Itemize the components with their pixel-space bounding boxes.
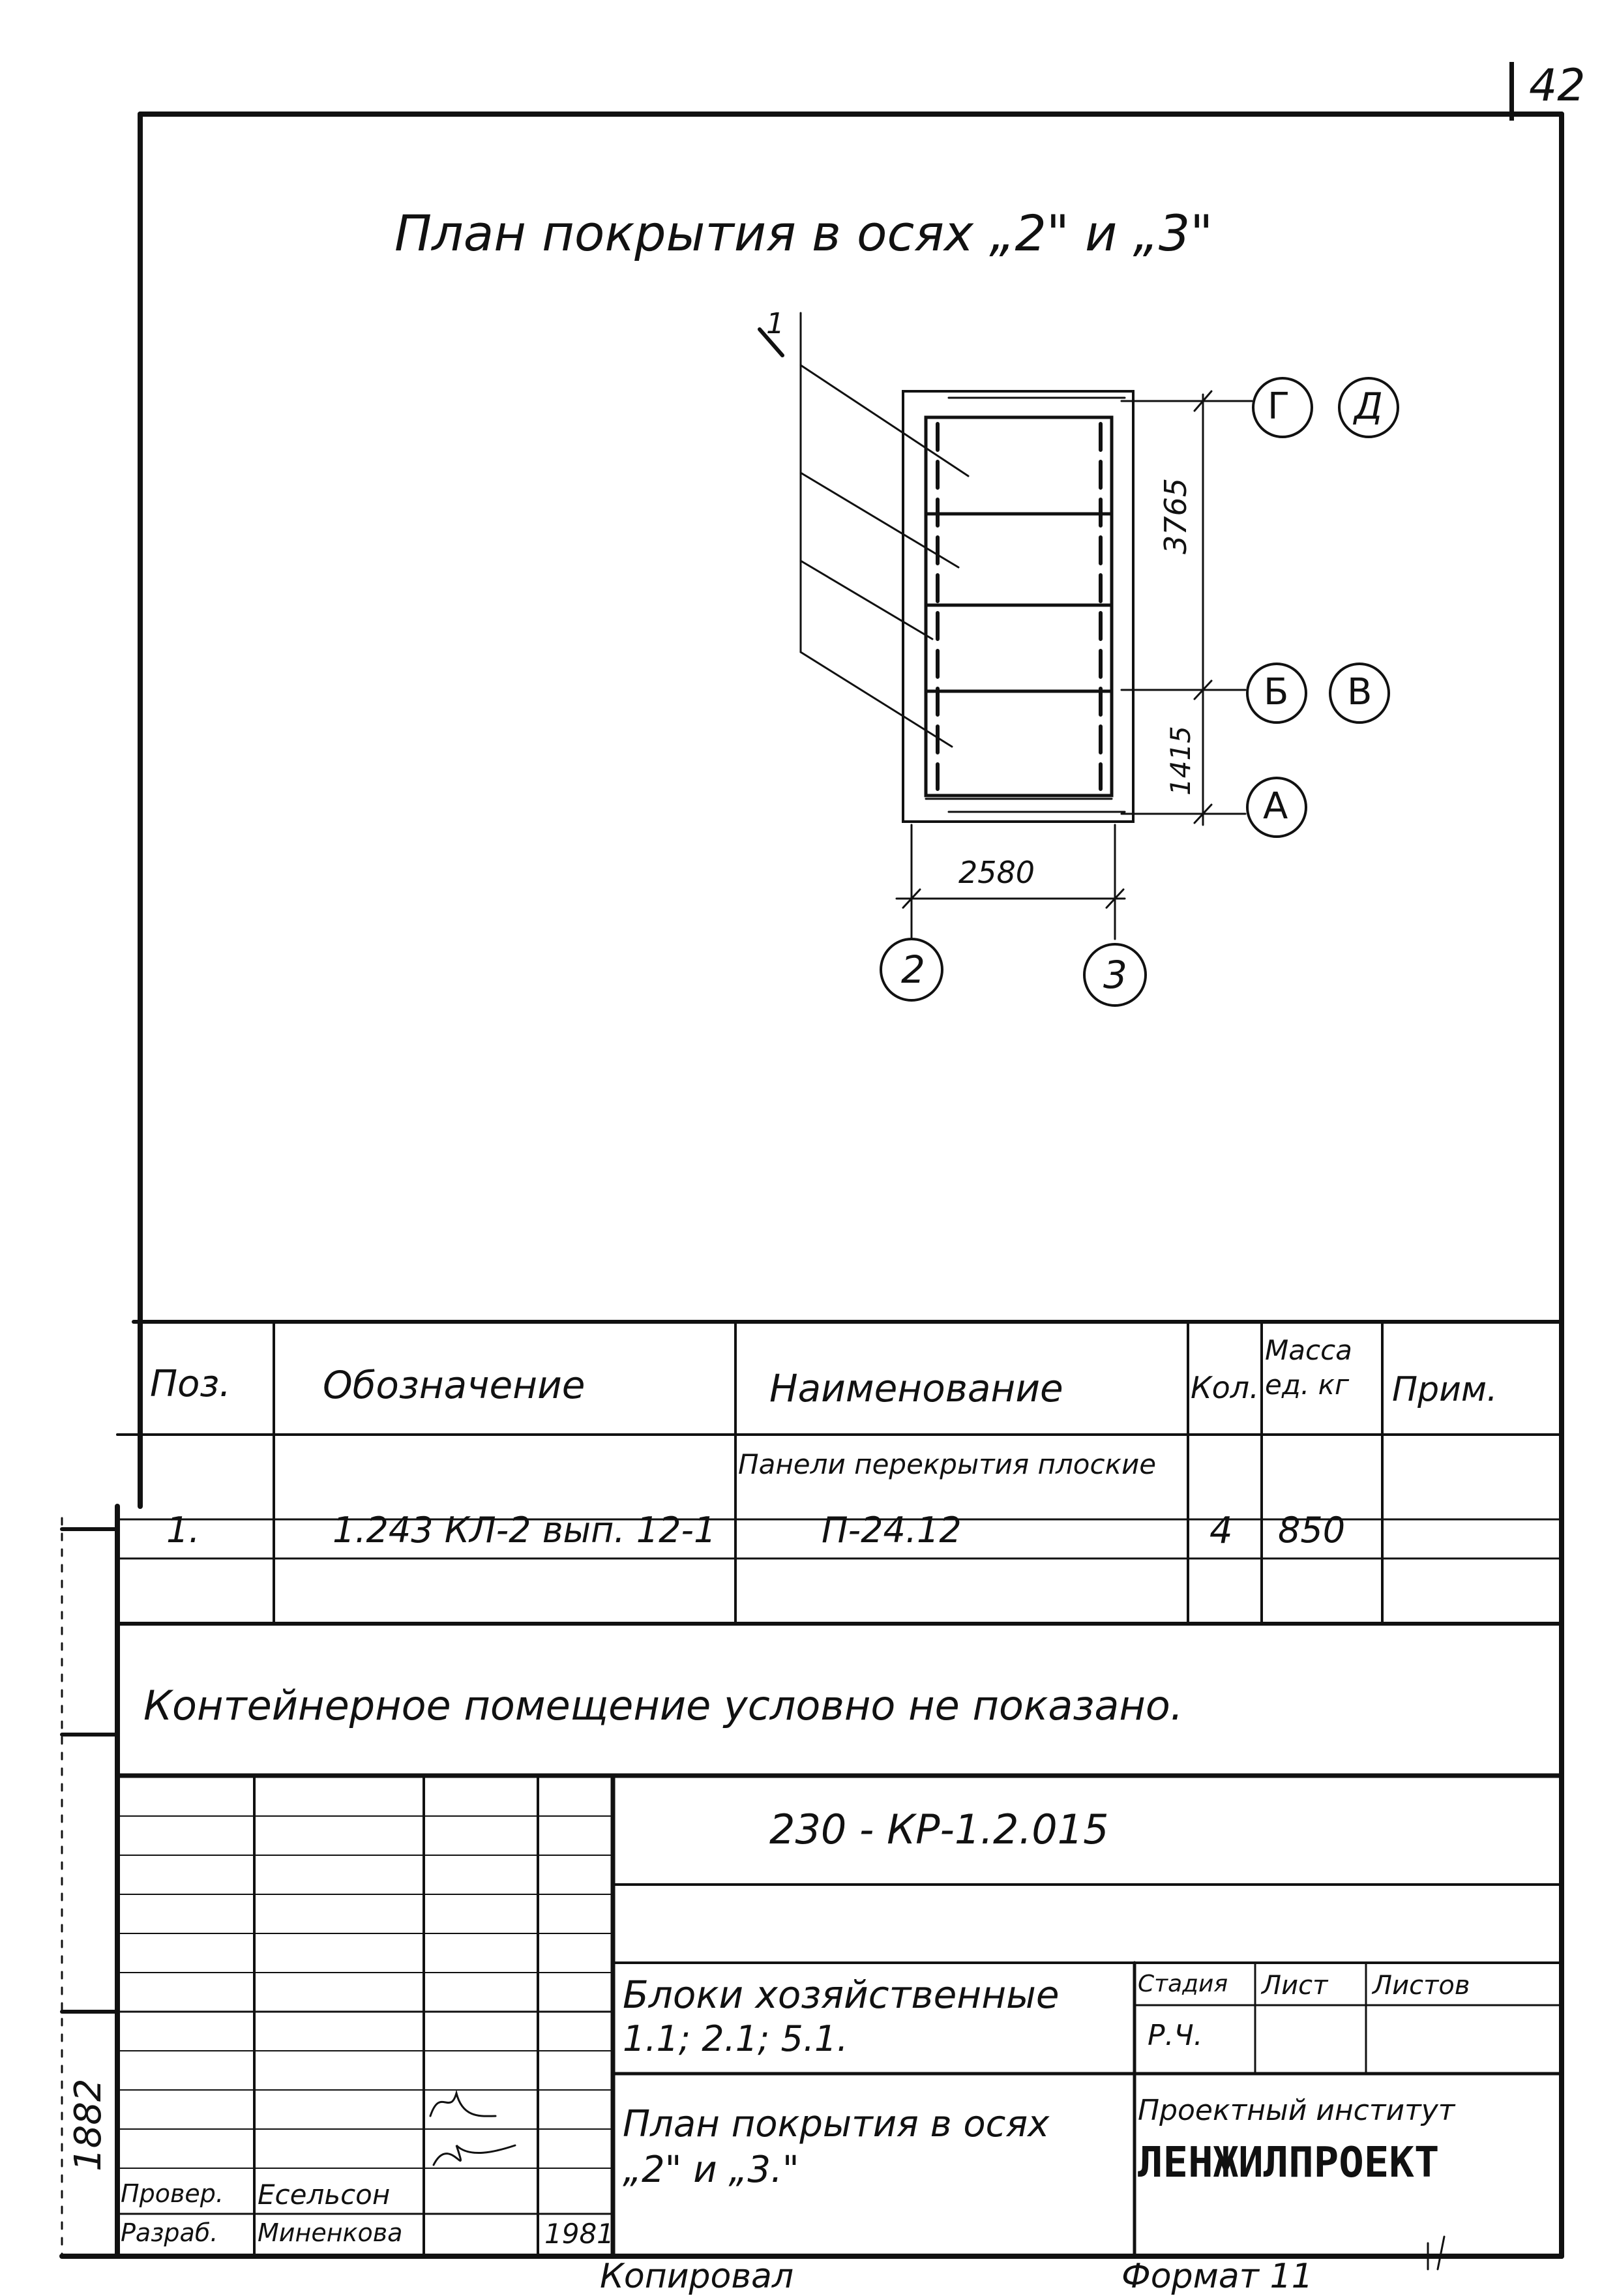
- sheet-label: Лист: [1262, 1971, 1328, 2001]
- row-qty: 4: [1209, 1510, 1233, 1552]
- axis-3-label: 3: [1103, 953, 1127, 997]
- hdr-mass: Масса ед. кг: [1265, 1334, 1352, 1401]
- row-designation: 1.243 КЛ-2 вып. 12-1: [333, 1510, 717, 1551]
- project-title: Блоки хозяйственные: [623, 1973, 1060, 2017]
- hdr-designation: Обозначение: [323, 1363, 586, 1407]
- hdr-name: Наименование: [769, 1366, 1063, 1410]
- stage-label: Стадия: [1138, 1971, 1228, 1997]
- role-dev: Разраб.: [121, 2218, 218, 2247]
- sheets-label: Листов: [1372, 1971, 1470, 2001]
- stage-value: Р.Ч.: [1148, 2019, 1203, 2052]
- footer-format: Формат 11: [1121, 2257, 1313, 2296]
- spec-group-title: Панели перекрытия плоские: [738, 1448, 1157, 1480]
- axis-d-label: Д: [1354, 385, 1383, 428]
- dim-height-top: 3765: [1158, 477, 1193, 554]
- name-check: Есельсон: [258, 2179, 391, 2211]
- row-mass: 850: [1278, 1510, 1346, 1551]
- sheet-title-2: „2" и „3.": [623, 2149, 799, 2191]
- year: 1981: [544, 2218, 614, 2250]
- name-dev: Миненкова: [258, 2218, 403, 2247]
- page-number: 42: [1529, 60, 1586, 112]
- dim-height-bottom: 1415: [1165, 726, 1196, 796]
- row-name: П-24.12: [822, 1510, 962, 1551]
- axis-b-label: Б: [1264, 671, 1289, 713]
- row-pos: 1.: [166, 1510, 200, 1551]
- role-check: Провер.: [121, 2179, 224, 2208]
- axis-g-label: Г: [1268, 385, 1290, 428]
- axis-a-label: А: [1263, 785, 1288, 827]
- project-sub: 1.1; 2.1; 5.1.: [623, 2018, 848, 2059]
- hdr-pos: Поз.: [150, 1363, 231, 1405]
- callout-number: 1: [766, 307, 784, 340]
- note-text: Контейнерное помещение условно не показано.: [143, 1682, 1183, 1729]
- dim-width: 2580: [958, 855, 1035, 890]
- sheet-title: План покрытия в осях: [623, 2103, 1050, 2145]
- drawing-title: План покрытия в осях „2" и „3": [394, 204, 1213, 262]
- axis-2-label: 2: [901, 947, 925, 992]
- side-stamp: 1882: [67, 2078, 110, 2171]
- org-name: ЛЕНЖИЛПРОЕКТ: [1138, 2139, 1440, 2187]
- doc-code: 230 - КР-1.2.015: [769, 1806, 1109, 1853]
- org-top: Проектный институт: [1138, 2094, 1455, 2127]
- hdr-note: Прим.: [1392, 1370, 1498, 1409]
- hdr-qty: Кол.: [1191, 1370, 1259, 1405]
- axis-v-label: В: [1347, 671, 1372, 713]
- footer-copied: Копировал: [600, 2257, 794, 2296]
